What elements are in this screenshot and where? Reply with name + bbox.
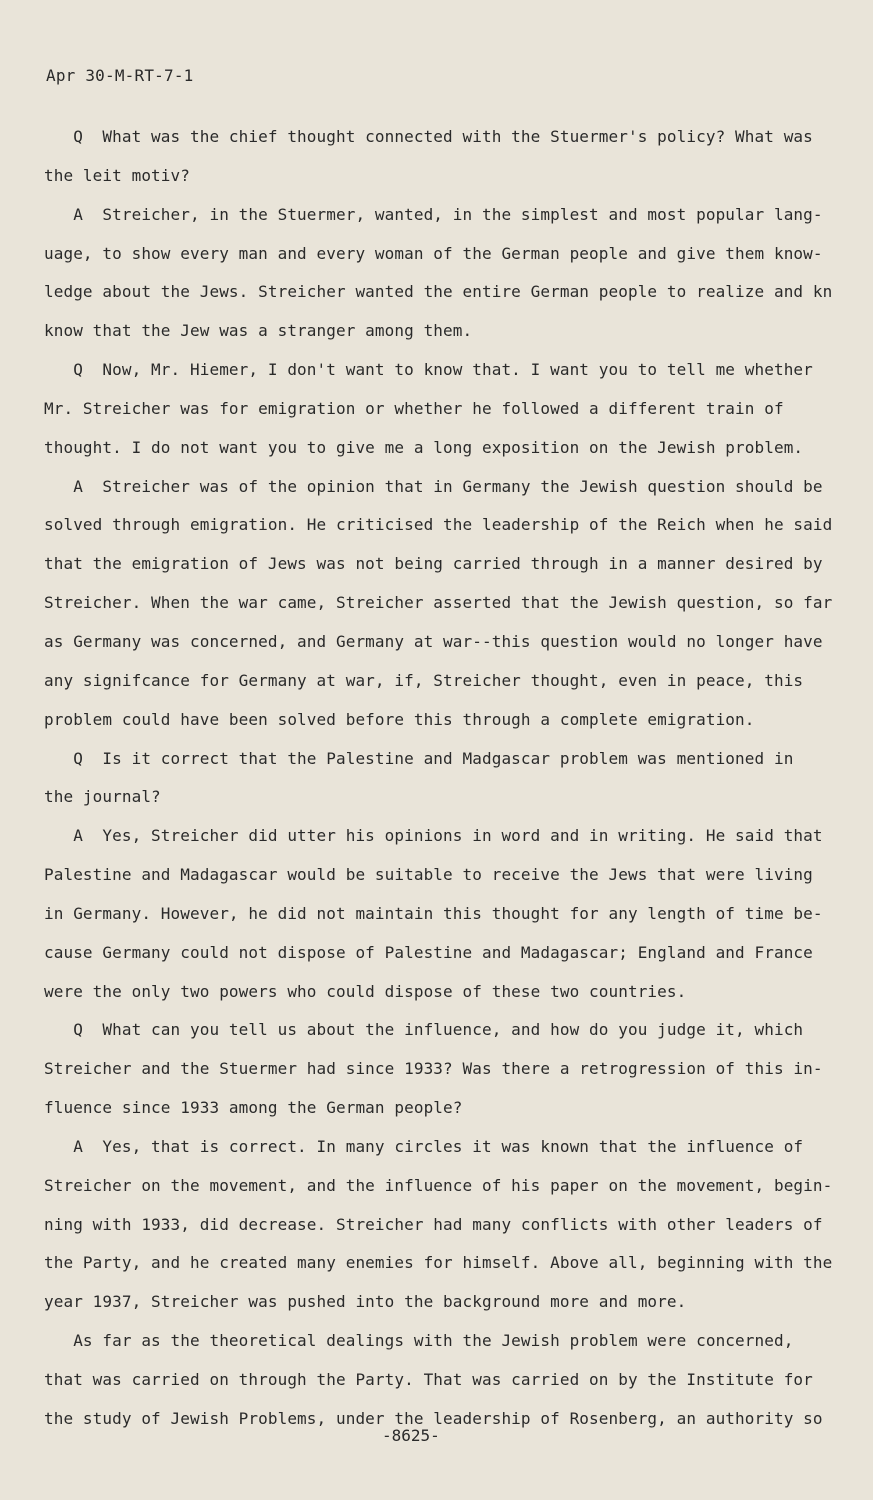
text-line: uage, to show every man and every woman of the German people and give them know-: [44, 243, 823, 263]
text-line: Q Now, Mr. Hiemer, I don't want to know that. I want you to tell me whether: [44, 360, 813, 380]
text-line: the study of Jewish Problems, under the leadership of Rosenberg, an authority so: [44, 1408, 823, 1428]
text-line: A Streicher, in the Stuermer, wanted, in the simplest and most popular lang-: [44, 204, 823, 224]
text-line: Q What was the chief thought connected with the Stuermer's policy? What was: [44, 127, 813, 146]
text-line: As far as the theoretical dealings with the Jewish problem were concerned,: [44, 1331, 794, 1351]
text-line: know that the Jew was a stranger among them.: [44, 321, 473, 341]
transcript-body: [44, 118, 834, 1439]
document-header: Apr 30-M-RT-7-1: [46, 66, 194, 85]
text-line: A Yes, that is correct. In many circles it was known that the influence of: [44, 1136, 804, 1156]
text-line: in Germany. However, he did not maintain this thought for any length of time be-: [44, 903, 823, 923]
text-line: A Yes, Streicher did utter his opinions in word and in writing. He said that: [44, 826, 823, 846]
text-line: Streicher. When the war came, Streicher asserted that the Jewish question, so far: [44, 593, 833, 613]
text-line: the Party, and he created many enemies for himself. Above all, beginning with the: [44, 1253, 833, 1273]
text-line: solved through emigration. He criticised the leadership of the Reich when he said: [44, 515, 833, 535]
text-line: Q Is it correct that the Palestine and Madgascar problem was mentioned in: [44, 748, 794, 768]
text-line: any signifcance for Germany at war, if, Streicher thought, even in peace, this: [44, 670, 804, 690]
text-line: Palestine and Madagascar would be suitable to receive the Jews that were living: [44, 865, 813, 885]
text-line: ledge about the Jews. Streicher wanted the entire German people to realize and kn: [44, 282, 833, 302]
text-line: thought. I do not want you to give me a long exposition on the Jewish problem.: [44, 437, 804, 457]
text-line: were the only two powers who could dispose of these two countries.: [44, 981, 687, 1001]
text-line: cause Germany could not dispose of Palestine and Madagascar; England and France: [44, 942, 813, 962]
text-line: year 1937, Streicher was pushed into the background more and more.: [44, 1292, 687, 1312]
page-number: -8625-: [382, 1426, 440, 1445]
text-line: Streicher and the Stuermer had since 1933? Was there a retrogression of this in-: [44, 1059, 823, 1079]
text-line: problem could have been solved before this through a complete emigration.: [44, 709, 755, 729]
text-line: as Germany was concerned, and Germany at war--this question would no longer have: [44, 631, 823, 651]
text-line: the leit motiv?: [44, 165, 190, 185]
text-line: the journal?: [44, 787, 161, 807]
text-line: fluence since 1933 among the German people?: [44, 1098, 463, 1118]
text-line: that was carried on through the Party. That was carried on by the Institute for: [44, 1370, 813, 1389]
text-line: Mr. Streicher was for emigration or whether he followed a different train of: [44, 398, 784, 418]
text-line: ning with 1933, did decrease. Streicher had many conflicts with other leaders of: [44, 1214, 823, 1234]
text-line: Streicher on the movement, and the influence of his paper on the movement, begin-: [44, 1175, 833, 1195]
text-line: Q What can you tell us about the influence, and how do you judge it, which: [44, 1020, 804, 1040]
text-line: that the emigration of Jews was not being carried through in a manner desired by: [44, 554, 823, 574]
text-line: A Streicher was of the opinion that in Germany the Jewish question should be: [44, 476, 823, 496]
